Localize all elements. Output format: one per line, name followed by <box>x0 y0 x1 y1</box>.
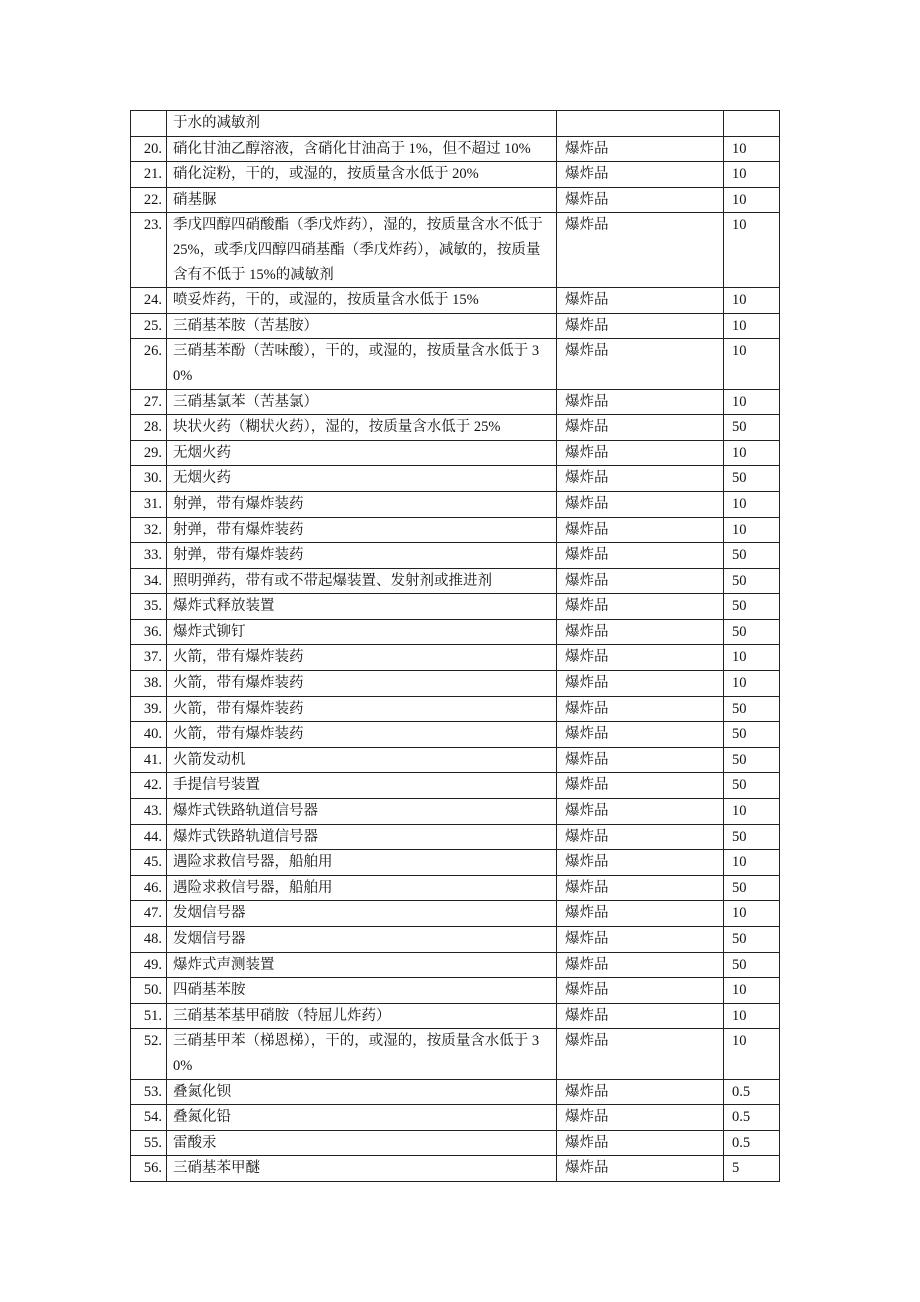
substance-name: 硝化甘油乙醇溶液，含硝化甘油高于 1%，但不超过 10% <box>167 136 557 162</box>
threshold-quantity: 10 <box>724 901 780 927</box>
substance-name: 三硝基苯基甲硝胺（特屈儿炸药） <box>167 1003 557 1029</box>
substance-name: 爆炸式铆钉 <box>167 619 557 645</box>
table-row <box>131 747 780 773</box>
hazard-category: 爆炸品 <box>557 901 724 927</box>
row-number: 22. <box>131 187 167 213</box>
threshold-quantity: 10 <box>724 136 780 162</box>
hazard-category: 爆炸品 <box>557 850 724 876</box>
table-row <box>131 645 780 671</box>
threshold-quantity: 0.5 <box>724 1130 780 1156</box>
hazard-category: 爆炸品 <box>557 824 724 850</box>
row-number: 20. <box>131 136 167 162</box>
table-row <box>131 696 780 722</box>
hazard-category: 爆炸品 <box>557 466 724 492</box>
table-row <box>131 850 780 876</box>
substance-name: 火箭，带有爆炸装药 <box>167 722 557 748</box>
table-row <box>131 671 780 697</box>
threshold-quantity: 10 <box>724 288 780 314</box>
substance-name: 硝化淀粉，干的，或湿的，按质量含水低于 20% <box>167 162 557 188</box>
threshold-quantity: 10 <box>724 162 780 188</box>
substance-name: 射弹，带有爆炸装药 <box>167 491 557 517</box>
table-row <box>131 1029 780 1079</box>
table-row <box>131 1105 780 1131</box>
row-number: 34. <box>131 568 167 594</box>
hazard-category: 爆炸品 <box>557 875 724 901</box>
hazard-category: 爆炸品 <box>557 440 724 466</box>
row-number: 42. <box>131 773 167 799</box>
substance-name: 三硝基苯胺（苦基胺） <box>167 313 557 339</box>
substance-name: 发烟信号器 <box>167 927 557 953</box>
threshold-quantity: 50 <box>724 696 780 722</box>
substance-name: 无烟火药 <box>167 466 557 492</box>
table-row <box>131 136 780 162</box>
hazard-category: 爆炸品 <box>557 594 724 620</box>
hazard-category: 爆炸品 <box>557 313 724 339</box>
table-row <box>131 773 780 799</box>
threshold-quantity: 10 <box>724 339 780 389</box>
threshold-quantity: 50 <box>724 594 780 620</box>
row-number: 48. <box>131 927 167 953</box>
row-number: 21. <box>131 162 167 188</box>
substance-name: 照明弹药，带有或不带起爆装置、发射剂或推进剂 <box>167 568 557 594</box>
threshold-quantity: 10 <box>724 517 780 543</box>
row-number: 50. <box>131 978 167 1004</box>
table-row <box>131 799 780 825</box>
row-number: 49. <box>131 952 167 978</box>
hazard-category: 爆炸品 <box>557 389 724 415</box>
hazard-category: 爆炸品 <box>557 1079 724 1105</box>
row-number: 54. <box>131 1105 167 1131</box>
threshold-quantity: 10 <box>724 799 780 825</box>
threshold-quantity: 10 <box>724 389 780 415</box>
substance-name: 三硝基苯甲醚 <box>167 1156 557 1182</box>
table-row <box>131 875 780 901</box>
threshold-quantity: 50 <box>724 875 780 901</box>
hazard-category: 爆炸品 <box>557 339 724 389</box>
hazard-category: 爆炸品 <box>557 415 724 441</box>
table-row <box>131 1130 780 1156</box>
row-number: 43. <box>131 799 167 825</box>
table-row <box>131 1003 780 1029</box>
threshold-quantity: 10 <box>724 978 780 1004</box>
threshold-quantity: 10 <box>724 213 780 288</box>
table-row <box>131 288 780 314</box>
row-number: 35. <box>131 594 167 620</box>
table-row <box>131 978 780 1004</box>
table-row <box>131 824 780 850</box>
row-number: 31. <box>131 491 167 517</box>
substance-name: 于水的减敏剂 <box>167 111 557 137</box>
table-row <box>131 466 780 492</box>
threshold-quantity: 10 <box>724 671 780 697</box>
hazard-category: 爆炸品 <box>557 645 724 671</box>
threshold-quantity: 50 <box>724 722 780 748</box>
hazard-category <box>557 111 724 137</box>
row-number: 38. <box>131 671 167 697</box>
threshold-quantity: 5 <box>724 1156 780 1182</box>
threshold-quantity: 10 <box>724 1029 780 1079</box>
substance-name: 火箭，带有爆炸装药 <box>167 696 557 722</box>
hazard-category: 爆炸品 <box>557 1003 724 1029</box>
hazard-category: 爆炸品 <box>557 162 724 188</box>
threshold-quantity: 50 <box>724 773 780 799</box>
hazard-category: 爆炸品 <box>557 722 724 748</box>
threshold-quantity: 50 <box>724 747 780 773</box>
hazard-category: 爆炸品 <box>557 187 724 213</box>
row-number: 25. <box>131 313 167 339</box>
row-number: 40. <box>131 722 167 748</box>
hazard-category: 爆炸品 <box>557 696 724 722</box>
threshold-quantity: 50 <box>724 466 780 492</box>
substance-name: 喷妥炸药，干的，或湿的，按质量含水低于 15% <box>167 288 557 314</box>
row-number: 29. <box>131 440 167 466</box>
substance-name: 射弹，带有爆炸装药 <box>167 517 557 543</box>
substance-name: 硝基脲 <box>167 187 557 213</box>
substance-name: 无烟火药 <box>167 440 557 466</box>
row-number: 27. <box>131 389 167 415</box>
substance-name: 四硝基苯胺 <box>167 978 557 1004</box>
threshold-quantity: 10 <box>724 1003 780 1029</box>
row-number: 28. <box>131 415 167 441</box>
table-row <box>131 415 780 441</box>
hazard-category: 爆炸品 <box>557 799 724 825</box>
row-number: 33. <box>131 543 167 569</box>
table-row <box>131 491 780 517</box>
table-row <box>131 568 780 594</box>
threshold-quantity: 10 <box>724 313 780 339</box>
row-number: 41. <box>131 747 167 773</box>
threshold-quantity: 0.5 <box>724 1079 780 1105</box>
hazard-category: 爆炸品 <box>557 1130 724 1156</box>
threshold-quantity: 10 <box>724 187 780 213</box>
threshold-quantity: 50 <box>724 543 780 569</box>
substance-name: 叠氮化钡 <box>167 1079 557 1105</box>
row-number: 39. <box>131 696 167 722</box>
hazard-category: 爆炸品 <box>557 517 724 543</box>
threshold-quantity: 50 <box>724 927 780 953</box>
substance-name: 遇险求救信号器，船舶用 <box>167 875 557 901</box>
substance-name: 爆炸式铁路轨道信号器 <box>167 799 557 825</box>
table-row <box>131 313 780 339</box>
hazard-category: 爆炸品 <box>557 671 724 697</box>
row-number: 36. <box>131 619 167 645</box>
row-number: 45. <box>131 850 167 876</box>
threshold-quantity: 10 <box>724 491 780 517</box>
hazard-category: 爆炸品 <box>557 288 724 314</box>
table-row <box>131 389 780 415</box>
hazard-category: 爆炸品 <box>557 927 724 953</box>
substance-name: 手提信号装置 <box>167 773 557 799</box>
table-row <box>131 339 780 389</box>
threshold-quantity: 10 <box>724 440 780 466</box>
substance-name: 射弹，带有爆炸装药 <box>167 543 557 569</box>
table-row <box>131 111 780 137</box>
hazard-category: 爆炸品 <box>557 952 724 978</box>
table-row <box>131 213 780 288</box>
threshold-quantity <box>724 111 780 137</box>
row-number: 52. <box>131 1029 167 1079</box>
row-number: 44. <box>131 824 167 850</box>
row-number: 53. <box>131 1079 167 1105</box>
table-row <box>131 1079 780 1105</box>
hazmat-table <box>130 110 780 1182</box>
table-row <box>131 440 780 466</box>
substance-name: 块状火药（糊状火药），湿的，按质量含水低于 25% <box>167 415 557 441</box>
table-row <box>131 722 780 748</box>
hazard-category: 爆炸品 <box>557 747 724 773</box>
row-number: 55. <box>131 1130 167 1156</box>
threshold-quantity: 50 <box>724 415 780 441</box>
table-row <box>131 1156 780 1182</box>
substance-name: 三硝基甲苯（梯恩梯），干的，或湿的，按质量含水低于 30% <box>167 1029 557 1079</box>
substance-name: 爆炸式释放装置 <box>167 594 557 620</box>
substance-name: 火箭发动机 <box>167 747 557 773</box>
hazard-category: 爆炸品 <box>557 543 724 569</box>
hazard-category: 爆炸品 <box>557 773 724 799</box>
substance-name: 三硝基氯苯（苦基氯） <box>167 389 557 415</box>
row-number: 23. <box>131 213 167 288</box>
hazard-category: 爆炸品 <box>557 619 724 645</box>
row-number: 47. <box>131 901 167 927</box>
threshold-quantity: 50 <box>724 952 780 978</box>
row-number: 46. <box>131 875 167 901</box>
row-number: 37. <box>131 645 167 671</box>
hazard-category: 爆炸品 <box>557 1029 724 1079</box>
hazard-category: 爆炸品 <box>557 136 724 162</box>
table-row <box>131 927 780 953</box>
substance-name: 雷酸汞 <box>167 1130 557 1156</box>
substance-name: 三硝基苯酚（苦味酸），干的，或湿的，按质量含水低于 30% <box>167 339 557 389</box>
threshold-quantity: 10 <box>724 850 780 876</box>
hazard-category: 爆炸品 <box>557 1156 724 1182</box>
row-number: 30. <box>131 466 167 492</box>
table-row <box>131 517 780 543</box>
substance-name: 季戊四醇四硝酸酯（季戊炸药），湿的，按质量含水不低于 25%，或季戊四醇四硝基酯（季戊炸药），减敏的，按质量含有不低于 15%的减敏剂 <box>167 213 557 288</box>
table-row <box>131 901 780 927</box>
hazard-category: 爆炸品 <box>557 978 724 1004</box>
substance-name: 火箭，带有爆炸装药 <box>167 671 557 697</box>
row-number <box>131 111 167 137</box>
threshold-quantity: 0.5 <box>724 1105 780 1131</box>
hazard-category: 爆炸品 <box>557 1105 724 1131</box>
table-row <box>131 187 780 213</box>
table-row <box>131 594 780 620</box>
substance-name: 发烟信号器 <box>167 901 557 927</box>
table-row <box>131 543 780 569</box>
table-body <box>131 111 780 1182</box>
hazard-category: 爆炸品 <box>557 568 724 594</box>
table-row <box>131 619 780 645</box>
threshold-quantity: 50 <box>724 824 780 850</box>
row-number: 56. <box>131 1156 167 1182</box>
threshold-quantity: 50 <box>724 568 780 594</box>
hazard-category: 爆炸品 <box>557 491 724 517</box>
threshold-quantity: 10 <box>724 645 780 671</box>
row-number: 26. <box>131 339 167 389</box>
substance-name: 火箭，带有爆炸装药 <box>167 645 557 671</box>
hazard-category: 爆炸品 <box>557 213 724 288</box>
threshold-quantity: 50 <box>724 619 780 645</box>
substance-name: 遇险求救信号器，船舶用 <box>167 850 557 876</box>
substance-name: 叠氮化铅 <box>167 1105 557 1131</box>
table-row <box>131 162 780 188</box>
substance-name: 爆炸式铁路轨道信号器 <box>167 824 557 850</box>
row-number: 24. <box>131 288 167 314</box>
table-row <box>131 952 780 978</box>
row-number: 51. <box>131 1003 167 1029</box>
row-number: 32. <box>131 517 167 543</box>
substance-name: 爆炸式声测装置 <box>167 952 557 978</box>
